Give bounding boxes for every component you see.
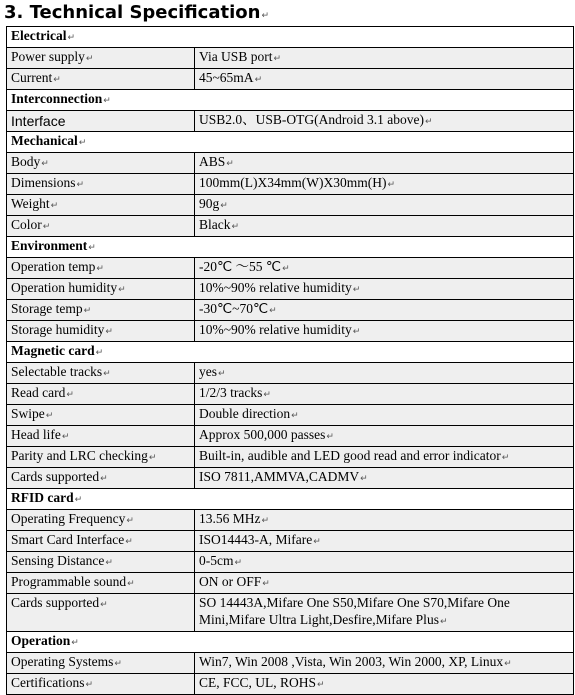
section-title: Magnetic card↵	[7, 342, 574, 363]
spec-label: Cards supported↵	[7, 468, 195, 489]
spec-label: Storage humidity↵	[7, 321, 195, 342]
technical-spec-table	[6, 26, 574, 695]
spec-row-magnetic-cards-supported	[7, 468, 574, 489]
page-title: 3. Technical Specification↵	[4, 2, 270, 23]
spec-value: 0-5cm↵	[195, 552, 574, 573]
paragraph-mark: ↵	[261, 11, 270, 21]
spec-row-color	[7, 216, 574, 237]
spec-label: Power supply↵	[7, 48, 195, 69]
section-electrical	[7, 27, 574, 48]
section-title: Environment↵	[7, 237, 574, 258]
spec-row-weight	[7, 195, 574, 216]
spec-label: Programmable sound↵	[7, 573, 195, 594]
spec-value: Approx 500,000 passes↵	[195, 426, 574, 447]
spec-row-operating-systems	[7, 653, 574, 674]
spec-value: Double direction↵	[195, 405, 574, 426]
spec-row-parity-lrc	[7, 447, 574, 468]
spec-label: Selectable tracks↵	[7, 363, 195, 384]
spec-row-dimensions	[7, 174, 574, 195]
spec-row-power-supply	[7, 48, 574, 69]
spec-value: SO 14443A,Mifare One S50,Mifare One S70,Mifare One Mini,Mifare Ultra Light,Desfire,Mifare Plus↵	[195, 594, 574, 632]
spec-row-operation-temp	[7, 258, 574, 279]
spec-value: USB2.0、USB-OTG(Android 3.1 above)↵	[195, 111, 574, 132]
spec-label: Certifications↵	[7, 674, 195, 695]
spec-value: 90g↵	[195, 195, 574, 216]
spec-label: Current↵	[7, 69, 195, 90]
section-environment	[7, 237, 574, 258]
section-title: Operation↵	[7, 632, 574, 653]
spec-row-operating-frequency	[7, 510, 574, 531]
spec-value: 100mm(L)X34mm(W)X30mm(H)↵	[195, 174, 574, 195]
spec-label: Operating Systems↵	[7, 653, 195, 674]
spec-label: Operation temp↵	[7, 258, 195, 279]
spec-row-certifications	[7, 674, 574, 695]
spec-value: 1/2/3 tracks↵	[195, 384, 574, 405]
spec-label: Dimensions↵	[7, 174, 195, 195]
section-rfid-card	[7, 489, 574, 510]
spec-label: Operating Frequency↵	[7, 510, 195, 531]
spec-row-selectable-tracks	[7, 363, 574, 384]
spec-value: Win7, Win 2008 ,Vista, Win 2003, Win 2000, XP, Linux↵	[195, 653, 574, 674]
spec-row-read-card	[7, 384, 574, 405]
spec-value: Black↵	[195, 216, 574, 237]
section-title: Electrical↵	[7, 27, 574, 48]
spec-row-interface	[7, 111, 574, 132]
spec-value: -20℃ ～55 ℃↵	[195, 258, 574, 279]
spec-value: Via USB port↵	[195, 48, 574, 69]
spec-value: -30℃~70℃↵	[195, 300, 574, 321]
spec-value: 13.56 MHz↵	[195, 510, 574, 531]
spec-value: CE, FCC, UL, ROHS↵	[195, 674, 574, 695]
spec-row-smart-card-interface	[7, 531, 574, 552]
section-title: RFID card↵	[7, 489, 574, 510]
spec-label: Interface	[7, 111, 195, 132]
spec-row-storage-temp	[7, 300, 574, 321]
spec-value: ISO 7811,AMMVA,CADMV↵	[195, 468, 574, 489]
spec-label: Weight↵	[7, 195, 195, 216]
spec-value: ON or OFF↵	[195, 573, 574, 594]
spec-value: Built-in, audible and LED good read and error indicator↵	[195, 447, 574, 468]
spec-label: Operation humidity↵	[7, 279, 195, 300]
spec-row-sensing-distance	[7, 552, 574, 573]
spec-row-swipe	[7, 405, 574, 426]
spec-label: Parity and LRC checking↵	[7, 447, 195, 468]
spec-row-head-life	[7, 426, 574, 447]
spec-label: Smart Card Interface↵	[7, 531, 195, 552]
spec-value: 10%~90% relative humidity↵	[195, 279, 574, 300]
spec-label: Head life↵	[7, 426, 195, 447]
section-title: Mechanical↵	[7, 132, 574, 153]
spec-label: Read card↵	[7, 384, 195, 405]
section-mechanical	[7, 132, 574, 153]
spec-value: 10%~90% relative humidity↵	[195, 321, 574, 342]
spec-row-rfid-cards-supported	[7, 594, 574, 632]
section-interconnection	[7, 90, 574, 111]
spec-value: ABS↵	[195, 153, 574, 174]
section-magnetic-card	[7, 342, 574, 363]
spec-row-storage-humidity	[7, 321, 574, 342]
section-title: Interconnection↵	[7, 90, 574, 111]
spec-row-current	[7, 69, 574, 90]
spec-row-body	[7, 153, 574, 174]
spec-value: 45~65mA↵	[195, 69, 574, 90]
spec-value: ISO14443-A, Mifare↵	[195, 531, 574, 552]
spec-value: yes↵	[195, 363, 574, 384]
spec-label: Sensing Distance↵	[7, 552, 195, 573]
section-operation	[7, 632, 574, 653]
spec-label: Color↵	[7, 216, 195, 237]
spec-label: Storage temp↵	[7, 300, 195, 321]
spec-label: Cards supported↵	[7, 594, 195, 632]
spec-label: Swipe↵	[7, 405, 195, 426]
spec-row-programmable-sound	[7, 573, 574, 594]
spec-label: Body↵	[7, 153, 195, 174]
spec-row-operation-humidity	[7, 279, 574, 300]
